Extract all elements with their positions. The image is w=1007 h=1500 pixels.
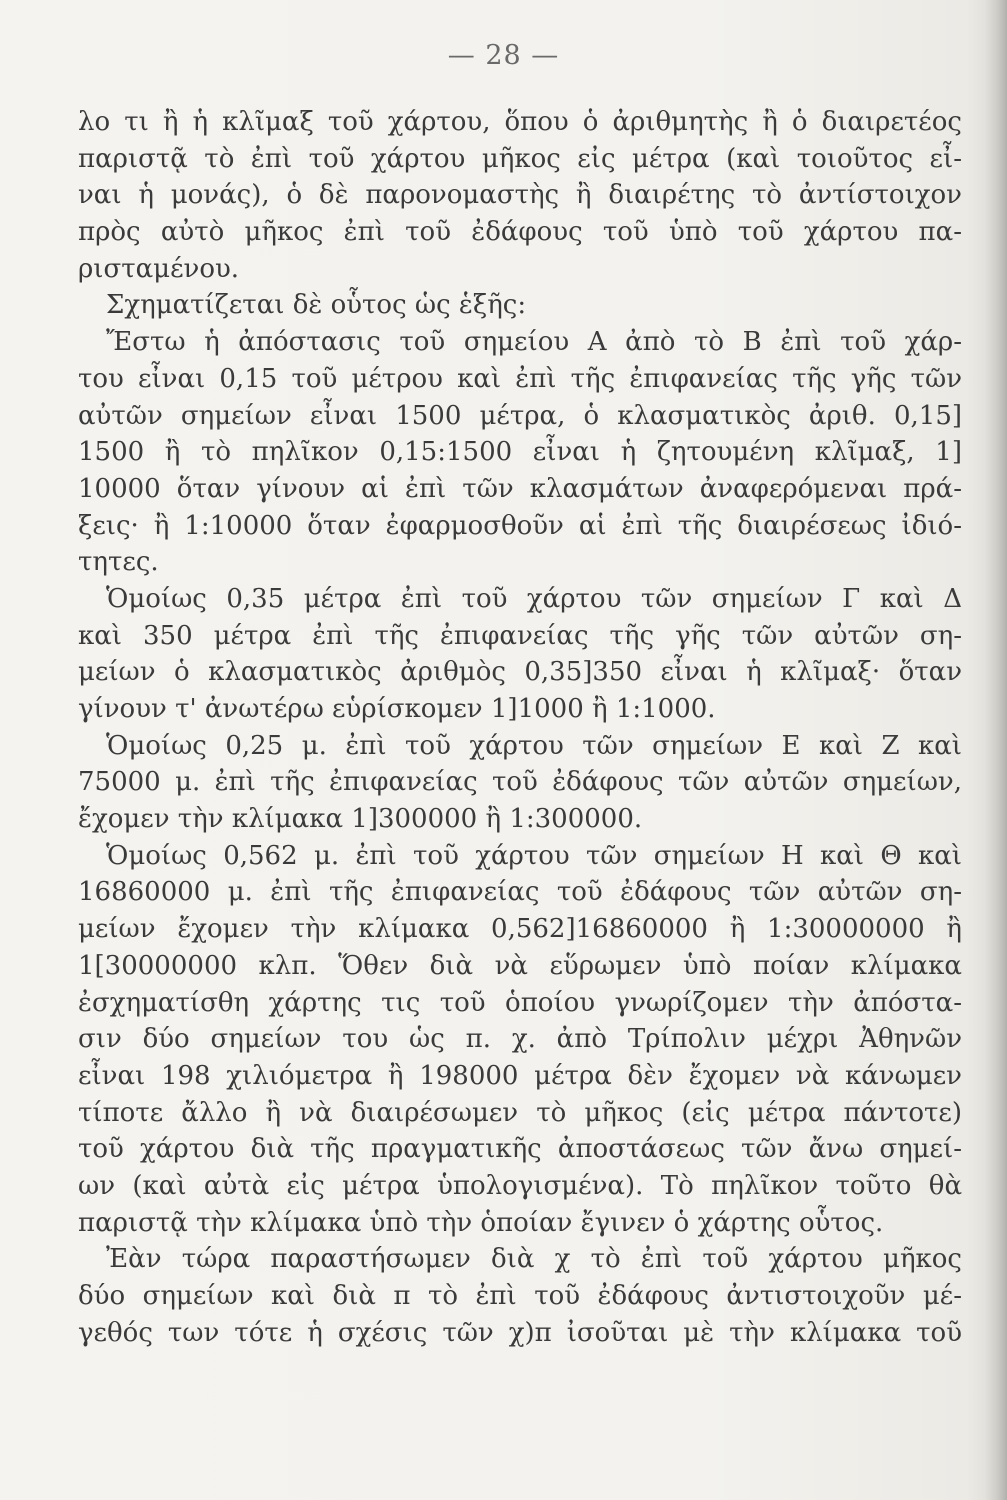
text-line: ναι ἡ μονάς), ὁ δὲ παρονομαστὴς ἢ διαιρέτης τὸ ἀντίστοιχον [78,180,962,211]
text-line: Σχηματίζεται δὲ οὗτος ὡς ἑξῆς: [106,290,527,321]
text-line: μείων ἔχομεν τὴν κλίμακα 0,562]16860000 ἢ 1:30000000 ἢ [78,914,962,945]
text-line: Ὁμοίως 0,35 μέτρα ἐπὶ τοῦ χάρτου τῶν σημείων Γ καὶ Δ [106,583,962,614]
text-line: ἐσχηματίσθη χάρτης τις τοῦ ὁποίου γνωρίζομεν τὴν ἀπόστα- [78,987,962,1018]
text-line: Ἔστω ἡ ἀπόστασις τοῦ σημείου Α ἀπὸ τὸ Β ἐπὶ τοῦ χάρ- [106,327,962,358]
text-line: λο τι ἢ ἡ κλῖμαξ τοῦ χάρτου, ὅπου ὁ ἀριθμητὴς ἢ ὁ διαιρετέος [78,107,962,137]
text-line: τίποτε ἄλλο ἢ νὰ διαιρέσωμεν τὸ μῆκος (εἰς μέτρα πάντοτε) [78,1097,962,1128]
text-line: γίνουν τ' ἀνωτέρω εὑρίσκομεν 1]1000 ἢ 1:1000. [78,694,716,724]
text-line: 16860000 μ. ἐπὶ τῆς ἐπιφανείας τοῦ ἐδάφους τῶν αὐτῶν ση- [78,877,962,908]
text-line: του εἶναι 0,15 τοῦ μέτρου καὶ ἐπὶ τῆς ἐπιφανείας τῆς γῆς τῶν [78,363,962,394]
text-line: 1500 ἢ τὸ πηλῖκον 0,15:1500 εἶναι ἡ ζητουμένη κλῖμαξ, 1] [78,437,962,468]
text-line: ρισταμένου. [78,253,240,284]
text-line: γεθός των τότε ἡ σχέσις τῶν χ)π ἰσοῦται μὲ τὴν κλίμακα τοῦ [78,1317,962,1348]
text-line: ξεις· ἢ 1:10000 ὅταν ἐφαρμοσθοῦν αἱ ἐπὶ τῆς διαιρέσεως ἰδιό- [78,510,962,541]
text-line: καὶ 350 μέτρα ἐπὶ τῆς ἐπιφανείας τῆς γῆς τῶν αὐτῶν ση- [78,620,962,651]
text-line: ων (καὶ αὐτὰ εἰς μέτρα ὑπολογισμένα). Τὸ πηλῖκον τοῦτο θὰ [78,1170,962,1201]
text-line: 10000 ὅταν γίνουν αἱ ἐπὶ τῶν κλασμάτων ἀναφερόμεναι πρά- [78,473,962,504]
text-line: σιν δύο σημείων του ὡς π. χ. ἀπὸ Τρίπολιν μέχρι Ἀθηνῶν [78,1024,962,1055]
text-line: αὐτῶν σημείων εἶναι 1500 μέτρα, ὁ κλασματικὸς ἀριθ. 0,15] [78,400,962,431]
text-line: παριστᾷ τὸ ἐπὶ τοῦ χάρτου μῆκος εἰς μέτρα (καὶ τοιοῦτος εἶ- [78,143,962,174]
text-line: δύο σημείων καὶ διὰ π τὸ ἐπὶ τοῦ ἐδάφους ἀντιστοιχοῦν μέ- [78,1281,962,1311]
text-line: 75000 μ. ἐπὶ τῆς ἐπιφανείας τοῦ ἐδάφους τῶν αὐτῶν σημείων, [78,767,962,798]
text-line: Ὁμοίως 0,25 μ. ἐπὶ τοῦ χάρτου τῶν σημείων Ε καὶ Ζ καὶ [106,730,962,761]
body-text [78,104,962,1351]
text-line: Ὁμοίως 0,562 μ. ἐπὶ τοῦ χάρτου τῶν σημείων Η καὶ Θ καὶ [106,840,962,871]
text-line: εἶναι 198 χιλιόμετρα ἢ 198000 μέτρα δὲν ἔχομεν νὰ κάνωμεν [78,1060,962,1091]
text-line: Ἐὰν τώρα παραστήσωμεν διὰ χ τὸ ἐπὶ τοῦ χάρτου μῆκος [106,1244,962,1275]
page-number: — 28 — [447,40,560,71]
page-edge-shadow [985,0,1007,1500]
text-line: παριστᾷ τὴν κλίμακα ὑπὸ τὴν ὁποίαν ἔγινεν ὁ χάρτης οὗτος. [78,1207,884,1238]
text-line: πρὸς αὐτὸ μῆκος ἐπὶ τοῦ ἐδάφους τοῦ ὑπὸ τοῦ χάρτου πα- [78,217,962,248]
text-line: μείων ὁ κλασματικὸς ἀριθμὸς 0,35]350 εἶναι ἡ κλῖμαξ· ὅταν [78,657,962,688]
text-line: τοῦ χάρτου διὰ τῆς πραγματικῆς ἀποστάσεως τῶν ἄνω σημεί- [78,1134,962,1165]
text-line: τητες. [78,547,159,578]
text-line: ἔχομεν τὴν κλίμακα 1]300000 ἢ 1:300000. [78,804,643,835]
text-line: 1[30000000 κλπ. Ὅθεν διὰ νὰ εὕρωμεν ὑπὸ ποίαν κλίμακα [78,950,962,981]
